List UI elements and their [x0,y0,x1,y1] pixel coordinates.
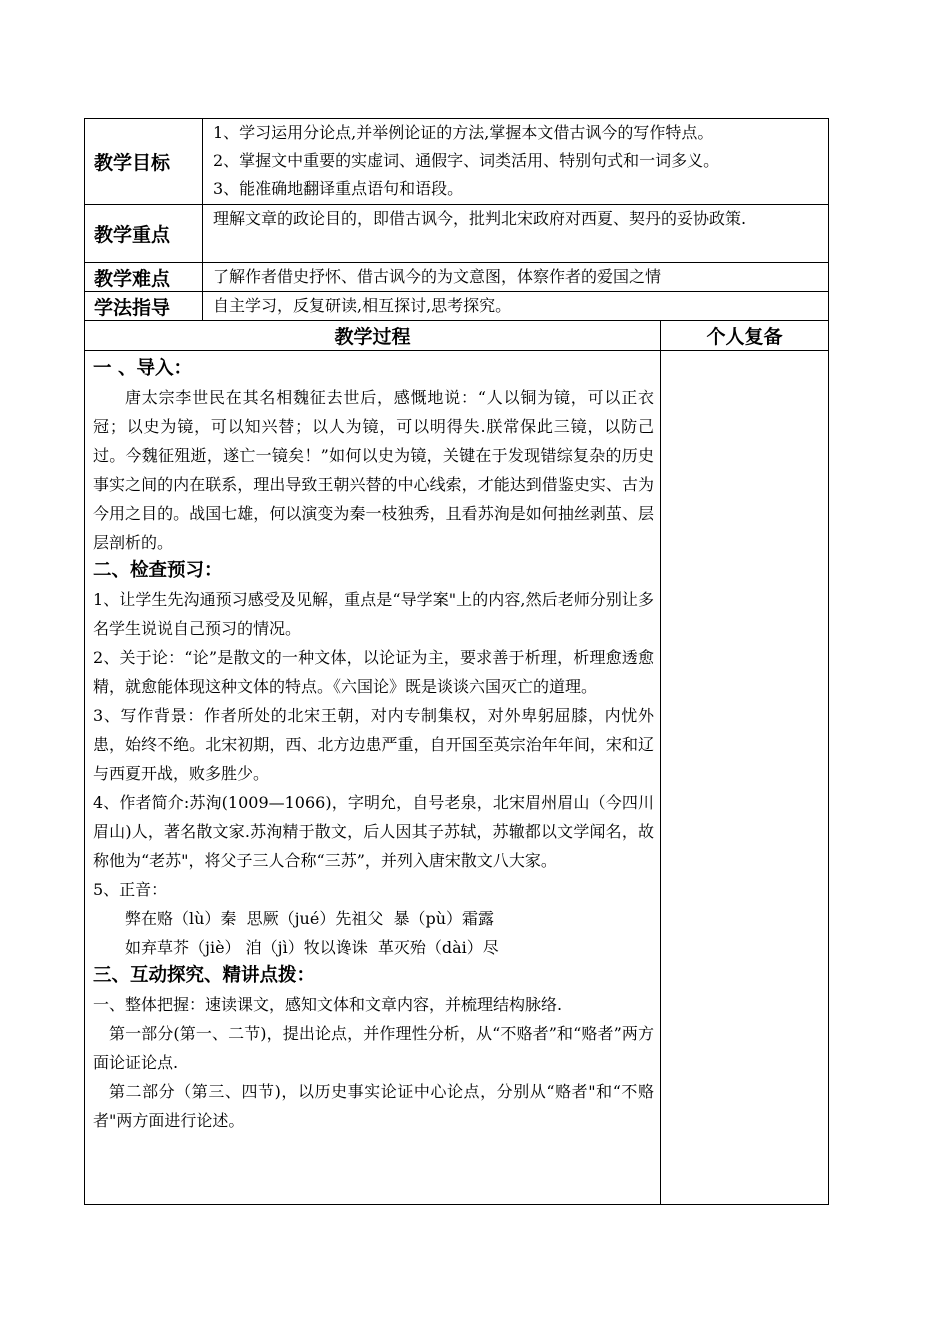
section-title-preview: 二、检查预习： [93,560,223,581]
key-points-content: 理解文章的政论目的，即借古讽今，批判北宋政府对西夏、契丹的妥协政策. [203,205,829,263]
row-study-guide [85,292,829,321]
objective-3: 3、能准确地翻译重点语句和语段。 [213,179,464,198]
row-difficulties [85,263,829,292]
pinyin-line-2: 如弃草芥（jiè） 洎（jì）牧以谗诛 革灭殆（dài）尽 [125,938,499,957]
explore-overview: 一、整体把握：速读课文，感知文体和文章内容，并梳理结构脉络. [93,995,563,1014]
side-notes-header: 个人复备 [661,321,829,351]
preview-item-5: 5、正音： [93,880,168,899]
key-points-label: 教学重点 [85,205,203,263]
objectives-content [203,119,829,205]
preview-item-3: 3、写作背景：作者所处的北宋王朝，对内专制集权，对外卑躬屈膝，内忧外患，始终不绝。北宋初期，西、北方边患严重，自开国至英宗治年年间，宋和辽与西夏开战，败多胜少。 [93,706,654,783]
intro-paragraph: 唐太宗李世民在其名相魏征去世后，感慨地说：“人以铜为镜，可以正衣冠；以史为镜，可以知兴替；以人为镜，可以明得失.朕常保此三镜，以防己过。今魏征殂逝，遂亡一镜矣！”如何以史为镜，关键在于发现错综复杂的历史事实之间的内在联系，理出导致王朝兴替的中心线索，才能达到借鉴史实、古为今用之目的。战国七雄，何以演变为秦一枝独秀，且看苏洵是如何抽丝剥茧、层层剖析的。 [93,388,654,552]
objective-1: 1、学习运用分论点,并举例论证的方法,掌握本文借古讽今的写作特点。 [213,123,714,142]
objectives-label: 教学目标 [85,119,203,205]
objective-2: 2、掌握文中重要的实虚词、通假字、词类活用、特别句式和一词多义。 [213,151,720,170]
section-title-explore: 三、互动探究、精讲点拨： [93,965,316,986]
side-notes-column [661,351,829,1205]
lesson-plan-table [84,118,829,1205]
preview-item-4: 4、作者简介:苏洵(1009—1066)，字明允，自号老泉，北宋眉州眉山（今四川眉山)人，著名散文家.苏洵精于散文，后人因其子苏轼，苏辙都以文学闻名，故称他为“老苏"，将父子三人合称“三苏”，并列入唐宋散文八大家。 [93,793,654,870]
explore-part-2: 第二部分（第三、四节)，以历史事实论证中心论点，分别从“赂者"和“不赂者"两方面进行论述。 [93,1082,654,1130]
row-process-header [85,321,829,351]
lesson-plan [84,118,828,1205]
row-objectives [85,119,829,205]
preview-item-2: 2、关于论：“论”是散文的一种文体，以论证为主，要求善于析理，析理愈透愈精，就愈能体现这种文体的特点。《六国论》既是谈谈六国灭亡的道理。 [93,648,654,696]
study-guide-content: 自主学习，反复研读,相互探讨,思考探究。 [203,292,829,321]
pinyin-line-1: 弊在赂（lù）秦 思厥（jué）先祖父 暴（pù）霜露 [125,909,495,928]
process-header: 教学过程 [85,321,661,351]
section-title-intro: 一 、导入： [93,358,192,379]
row-process-body [85,351,829,1205]
study-guide-label: 学法指导 [85,292,203,321]
difficulties-content: 了解作者借史抒怀、借古讽今的为文意图，体察作者的爱国之情 [203,263,829,292]
explore-part-1: 第一部分(第一、二节)，提出论点，并作理性分析，从“不赂者”和“赂者”两方面论证论点. [93,1024,654,1072]
process-content [85,351,661,1205]
preview-item-1: 1、让学生先沟通预习感受及见解，重点是“导学案"上的内容,然后老师分别让多名学生说说自己预习的情况。 [93,590,654,638]
difficulties-label: 教学难点 [85,263,203,292]
row-key-points [85,205,829,263]
